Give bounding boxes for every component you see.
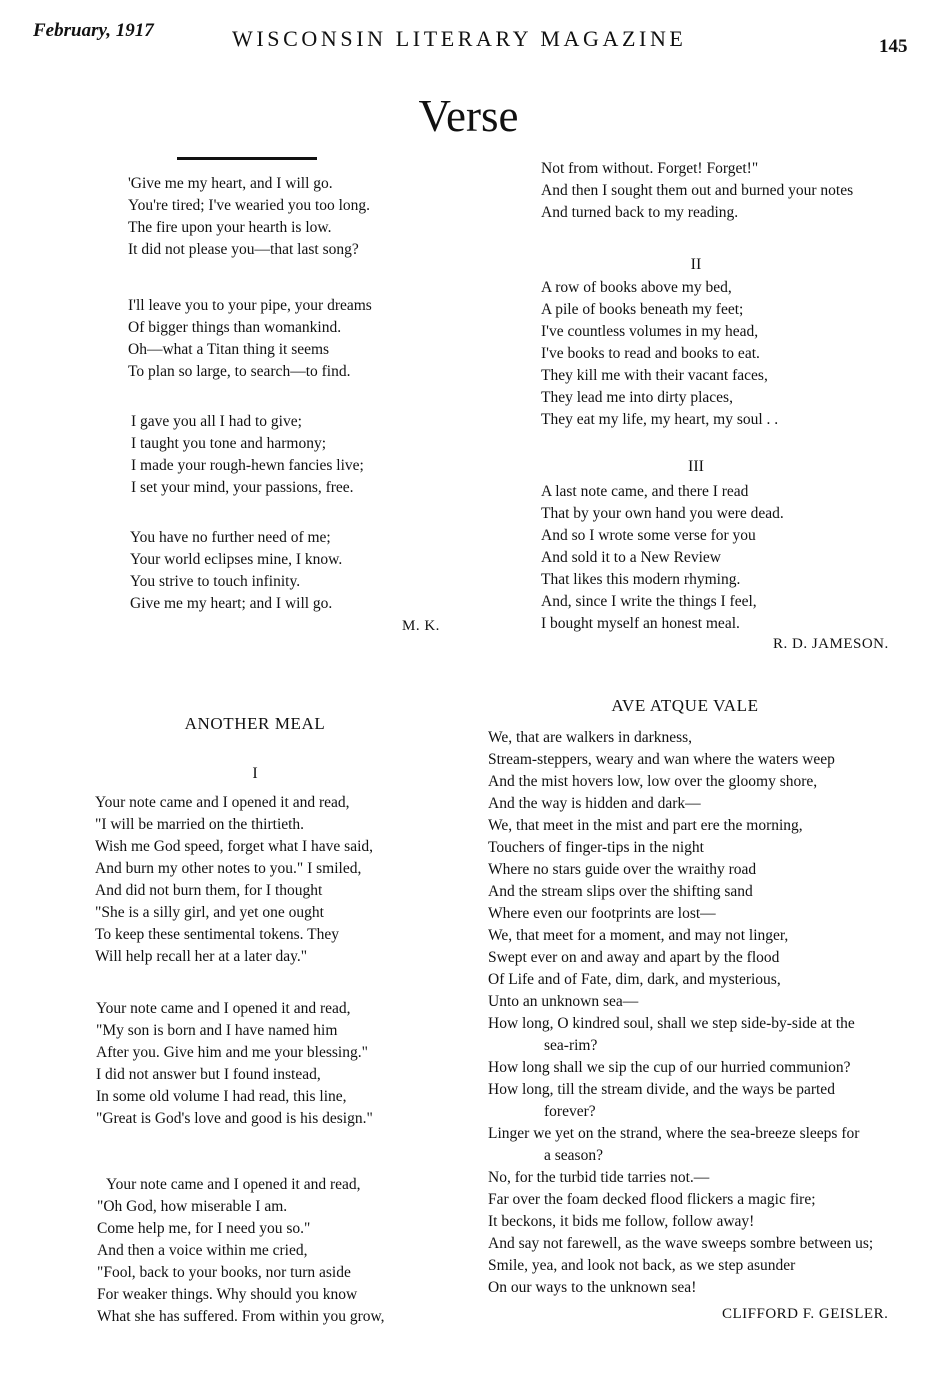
poem-line: We, that meet for a moment, and may not linger, [488,927,789,944]
poem-line: Give me my heart; and I will go. [130,595,333,612]
poem-line: And sold it to a New Review [541,549,721,566]
poem-line: Come help me, for I need you so." [97,1220,311,1237]
poem-line: I did not answer but I found instead, [96,1066,321,1083]
poem-line: It beckons, it bids me follow, follow away! [488,1213,755,1230]
poem-line: They kill me with their vacant faces, [541,367,768,384]
poem-line: After you. Give him and me your blessing." [96,1044,368,1061]
poem-line: "Great is God's love and good is his design." [96,1110,373,1127]
poem-line: Your world eclipses mine, I know. [130,551,343,568]
poem2-stanza-2 [96,998,373,1130]
poem-line: "My son is born and I have named him [96,1022,338,1039]
poem-line: Your note came and I opened it and read, [106,1176,361,1193]
poem-line: "I will be married on the thirtieth. [95,816,305,833]
poem-line: sea-rim? [544,1037,598,1054]
poem-line: I've countless volumes in my head, [541,323,759,340]
poem-line: Wish me God speed, forget what I have said, [95,838,374,855]
poem-line: Where no stars guide over the wraithy road [488,861,757,878]
poem-line: I set your mind, your passions, free. [131,479,354,496]
poem-line: That likes this modern rhyming. [541,571,741,588]
poem-line: It did not please you—that last song? [128,241,359,258]
poem-line: What she has suffered. From within you grow, [97,1308,385,1325]
poem-line: That by your own hand you were dead. [541,505,784,522]
poem2-section-3 [541,481,784,635]
poem-line: Will help recall her at a later day." [95,948,308,965]
poem-line: I bought myself an honest meal. [541,615,740,632]
issue-date: February, 1917 [33,20,154,41]
poem-line: They eat my life, my heart, my soul . . [541,411,779,428]
poem2-continuation [541,158,853,224]
poem-line: No, for the turbid tide tarries not.— [488,1169,710,1186]
poem1-stanza-1 [128,173,370,261]
poem-line: And so I wrote some verse for you [541,527,756,544]
poem-line: Smile, yea, and look not back, as we step asunder [488,1257,796,1274]
poem-line: Your note came and I opened it and read, [96,1000,351,1017]
poem-line: I taught you tone and harmony; [131,435,326,452]
poem-line: You have no further need of me; [130,529,331,546]
poem1-stanza-3 [131,411,364,499]
poem-line: Your note came and I opened it and read, [95,794,350,811]
poem-line: Unto an unknown sea— [488,993,639,1010]
poem2-title: ANOTHER MEAL [184,714,326,733]
poem-line: You strive to touch infinity. [130,573,301,590]
poem-line: A pile of books beneath my feet; [541,301,744,318]
page-number: 145 [879,36,908,57]
section-rule [177,157,317,160]
page-title: Verse [418,91,519,141]
poem-line: And say not farewell, as the wave sweeps sombre between us; [488,1235,874,1252]
poem-line: Stream-steppers, weary and wan where the waters weep [488,751,835,768]
poem1-stanza-2 [128,295,372,383]
section-numeral-1: I [252,765,258,782]
poem-line: How long, till the stream divide, and the ways be parted [488,1081,835,1098]
poem-line: For weaker things. Why should you know [97,1286,358,1303]
poem-line: And did not burn them, for I thought [95,882,323,899]
poem-line: I'll leave you to your pipe, your dreams [128,297,372,314]
poem-line: And then a voice within me cried, [97,1242,308,1259]
poem-line: And the way is hidden and dark— [488,795,701,812]
poem-line: "She is a silly girl, and yet one ought [95,904,324,921]
poem-line: I gave you all I had to give; [131,413,302,430]
poem-line: In some old volume I had read, this line, [96,1088,347,1105]
poem-line: A last note came, and there I read [541,483,749,500]
poem-line: Oh—what a Titan thing it seems [128,341,330,358]
poem2-section-2 [541,277,778,431]
poem1-stanza-4 [130,527,342,615]
poem-line: They lead me into dirty places, [541,389,733,406]
poem-line: To plan so large, to search—to find. [128,363,351,380]
poem2-signature: R. D. JAMESON. [773,636,889,652]
poem-line: Of Life and of Fate, dim, dark, and mysterious, [488,971,781,988]
magazine-name: WISCONSIN LITERARY MAGAZINE [232,26,687,51]
poem-line: You're tired; I've wearied you too long. [128,197,371,214]
poem-line: 'Give me my heart, and I will go. [128,175,333,192]
poem1-signature: M. K. [402,618,440,634]
poem-line: How long, O kindred soul, shall we step side-by-side at the [488,1015,855,1032]
poem-line: Of bigger things than womankind. [128,319,342,336]
poem-line: I made your rough-hewn fancies live; [131,457,364,474]
poem-line: Swept ever on and away and apart by the flood [488,949,780,966]
poem-line: Not from without. Forget! Forget!" [541,160,759,177]
poem-line: And burn my other notes to you." I smiled, [95,860,362,877]
poem-line: Linger we yet on the strand, where the sea-breeze sleeps for [488,1125,860,1142]
poem3-signature: CLIFFORD F. GEISLER. [722,1306,889,1322]
section-numeral-3: III [688,458,704,475]
poem-line: a season? [544,1147,603,1164]
poem-line: I've books to read and books to eat. [541,345,760,362]
poem3-body [488,727,873,1299]
poem-line: And, since I write the things I feel, [541,593,757,610]
poem-line: "Oh God, how miserable I am. [97,1198,288,1215]
poem-line: Far over the foam decked flood flickers a magic fire; [488,1191,816,1208]
poem-line: A row of books above my bed, [541,279,732,296]
poem2-stanza-1 [95,792,373,968]
poem-line: forever? [544,1103,596,1120]
poem-line: On our ways to the unknown sea! [488,1279,697,1296]
poem-line: To keep these sentimental tokens. They [95,926,339,943]
poem-line: "Fool, back to your books, nor turn aside [97,1264,351,1281]
poem-line: And then I sought them out and burned your notes [541,182,854,199]
poem-line: Where even our footprints are lost— [488,905,716,922]
poem-line: Touchers of finger-tips in the night [488,839,704,856]
poem-line: How long shall we sip the cup of our hurried communion? [488,1059,851,1076]
section-numeral-2: II [690,256,702,273]
poem3-title: AVE ATQUE VALE [611,696,759,715]
poem-line: And turned back to my reading. [541,204,739,221]
poem-line: We, that are walkers in darkness, [488,729,693,746]
poem-line: We, that meet in the mist and part ere the morning, [488,817,803,834]
poem2-stanza-3 [97,1174,385,1328]
poem-line: And the stream slips over the shifting sand [488,883,753,900]
poem-line: The fire upon your hearth is low. [128,219,332,236]
poem-line: And the mist hovers low, low over the gloomy shore, [488,773,818,790]
